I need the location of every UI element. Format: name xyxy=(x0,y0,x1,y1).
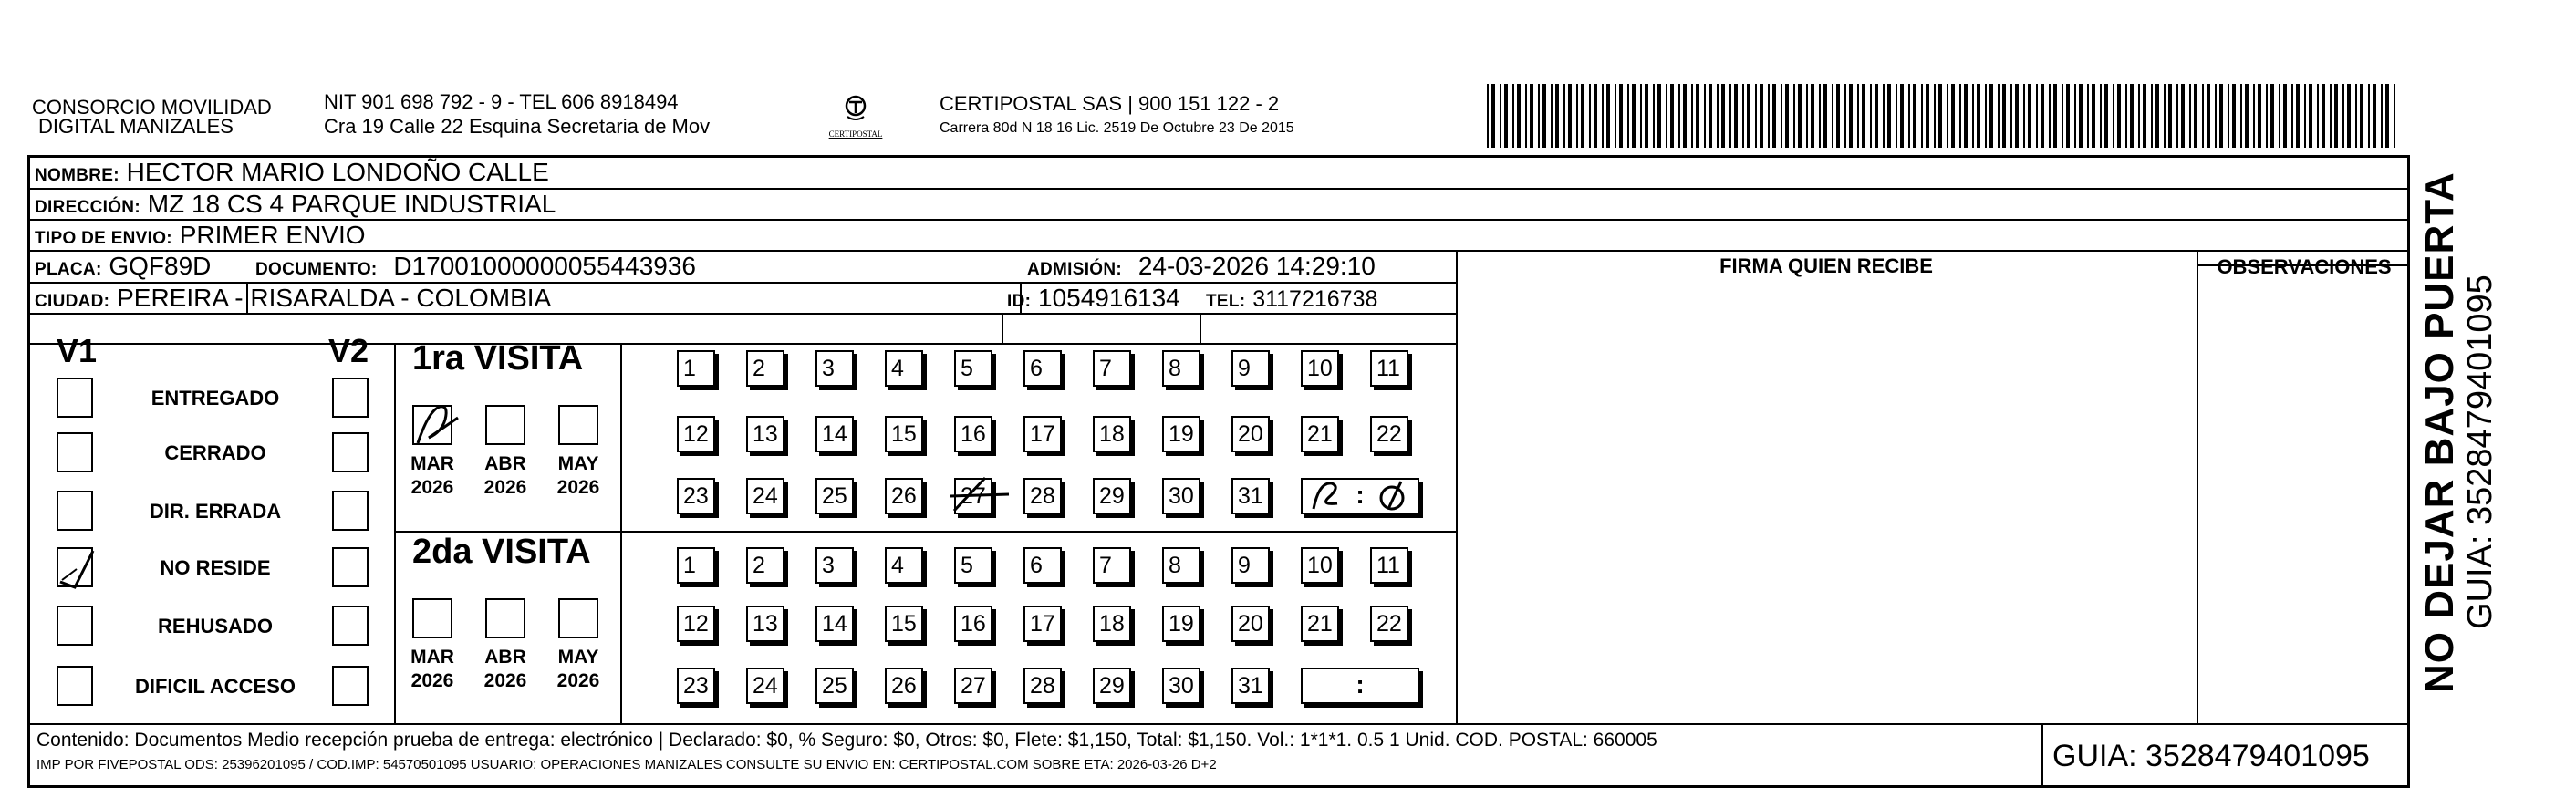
v1-checkbox-dificil-acceso[interactable] xyxy=(57,666,93,706)
visit-2-day-8-box[interactable]: 8 xyxy=(1162,547,1200,584)
v2-checkbox-cerrado[interactable] xyxy=(332,432,369,472)
observaciones-header: OBSERVACIONES xyxy=(2217,255,2392,278)
visit-1-day-5-box[interactable]: 5 xyxy=(954,350,992,387)
visit-2-day-9-box[interactable]: 9 xyxy=(1231,547,1270,584)
visit-1-day-19-box[interactable]: 19 xyxy=(1162,416,1200,452)
visit-2-month-abr-checkbox[interactable] xyxy=(485,598,525,638)
visit-2-month-may-year: 2026 xyxy=(556,670,600,691)
visit-2-month-mar-checkbox[interactable] xyxy=(412,598,452,638)
direccion-value: MZ 18 CS 4 PARQUE INDUSTRIAL xyxy=(147,190,556,218)
visit-1-title: 1ra VISITA xyxy=(412,339,584,378)
visit-2-day-23-box[interactable]: 23 xyxy=(677,668,715,704)
visit-2-month-mar-label: MAR xyxy=(410,647,454,668)
visit-2-time-box[interactable]: : xyxy=(1301,668,1419,704)
visit-1-day-22-box[interactable]: 22 xyxy=(1370,416,1408,452)
status-label-cerrado: CERRADO xyxy=(164,441,266,464)
visit-1-month-may-checkbox[interactable] xyxy=(558,405,598,445)
nombre-row xyxy=(35,157,549,192)
visit-2-day-1-box[interactable]: 1 xyxy=(677,547,715,584)
visit-2-day-7-box[interactable]: 7 xyxy=(1093,547,1131,584)
visit-2-day-30-box[interactable]: 30 xyxy=(1162,668,1200,704)
status-label-dir-errada: DIR. ERRADA xyxy=(149,500,282,523)
v1-header: V1 xyxy=(57,332,98,369)
visit-1-day-6-box[interactable]: 6 xyxy=(1023,350,1062,387)
visit-2-day-17-box[interactable]: 17 xyxy=(1023,606,1062,642)
visit-1-day-27-box[interactable]: 27 xyxy=(954,478,992,514)
sender-name-line2: DIGITAL MANIZALES xyxy=(38,115,234,138)
visit-1-month-abr-checkbox[interactable] xyxy=(485,405,525,445)
admision-label: ADMISIÓN: xyxy=(1027,260,1123,279)
visit-1-day-14-box[interactable]: 14 xyxy=(815,416,854,452)
visit-1-day-7-box[interactable]: 7 xyxy=(1093,350,1131,387)
visit-2-day-22-box[interactable]: 22 xyxy=(1370,606,1408,642)
carrier-line: CERTIPOSTAL SAS | 900 151 122 - 2 xyxy=(940,92,1280,115)
visit-1-day-25-box[interactable]: 25 xyxy=(815,478,854,514)
visit-2-day-27-box[interactable]: 27 xyxy=(954,668,992,704)
visit-2-day-19-box[interactable]: 19 xyxy=(1162,606,1200,642)
visit-1-day-11-box[interactable]: 11 xyxy=(1370,350,1408,387)
visit-1-day-17-box[interactable]: 17 xyxy=(1023,416,1062,452)
visit-2-day-28-box[interactable]: 28 xyxy=(1023,668,1062,704)
visit-2-day-15-box[interactable]: 15 xyxy=(885,606,923,642)
visit-1-day-12-box[interactable]: 12 xyxy=(677,416,715,452)
visit-1-day-24-box[interactable]: 24 xyxy=(746,478,784,514)
imp-line: IMP POR FIVEPOSTAL ODS: 25396201095 / COD.IMP: 54570501095 USUARIO: OPERACIONES MANIZALES CONSULTE SU ENVIO EN: CERTIPOSTAL.COM SOBRE ETA: 2026-03-26 D+2 xyxy=(36,757,1217,772)
visit-1-day-2-box[interactable]: 2 xyxy=(746,350,784,387)
tel-value: 3117216738 xyxy=(1252,286,1378,312)
visit-2-day-5-box[interactable]: 5 xyxy=(954,547,992,584)
nombre-value: HECTOR MARIO LONDOÑO CALLE xyxy=(126,158,549,186)
visit-2-day-6-box[interactable]: 6 xyxy=(1023,547,1062,584)
v1-checkbox-dir-errada[interactable] xyxy=(57,491,93,531)
visit-1-day-3-box[interactable]: 3 xyxy=(815,350,854,387)
visit-2-day-21-box[interactable]: 21 xyxy=(1301,606,1339,642)
status-label-entregado: ENTREGADO xyxy=(151,387,280,409)
visit-2-day-12-box[interactable]: 12 xyxy=(677,606,715,642)
visit-1-month-mar-checkbox[interactable] xyxy=(412,405,452,445)
documento-label: DOCUMENTO: xyxy=(255,260,378,279)
visit-1-month-mar-year: 2026 xyxy=(410,477,454,498)
visit-1-day-13-box[interactable]: 13 xyxy=(746,416,784,452)
nombre-label: NOMBRE: xyxy=(35,166,119,185)
v2-checkbox-dir-errada[interactable] xyxy=(332,491,369,531)
v2-checkbox-rehusado[interactable] xyxy=(332,606,369,646)
visit-1-day-30-box[interactable]: 30 xyxy=(1162,478,1200,514)
visit-2-day-3-box[interactable]: 3 xyxy=(815,547,854,584)
contenido-line: Contenido: Documentos Medio recepción prueba de entrega: electrónico | Declarado: $0, % Seguro: $0, Otros: $0, Flete: $1,150, Total: $1,150. Vol.: 1*1*1. 0.5 1 Unid. COD. POSTAL: 660005 xyxy=(36,730,1657,751)
visit-2-day-13-box[interactable]: 13 xyxy=(746,606,784,642)
visit-2-month-abr-label: ABR xyxy=(484,647,526,668)
visit-1-day-15-box[interactable]: 15 xyxy=(885,416,923,452)
visit-1-day-20-box[interactable]: 20 xyxy=(1231,416,1270,452)
visit-2-month-abr-year: 2026 xyxy=(483,670,527,691)
visit-1-month-mar-label: MAR xyxy=(410,453,454,474)
visit-1-day-18-box[interactable]: 18 xyxy=(1093,416,1131,452)
status-label-dificil-acceso: DIFICIL ACCESO xyxy=(134,675,296,698)
v2-checkbox-dificil-acceso[interactable] xyxy=(332,666,369,706)
v1-checkbox-no-reside[interactable] xyxy=(57,547,93,587)
tel-label: TEL: xyxy=(1206,292,1246,311)
visit-2-day-14-box[interactable]: 14 xyxy=(815,606,854,642)
visit-2-day-26-box[interactable]: 26 xyxy=(885,668,923,704)
barcode-icon xyxy=(1487,84,2399,148)
carrier-license: Carrera 80d N 18 16 Lic. 2519 De Octubre 23 De 2015 xyxy=(940,120,1294,136)
placa-row xyxy=(35,251,211,285)
visit-2-month-mar-year: 2026 xyxy=(410,670,454,691)
v2-checkbox-entregado[interactable] xyxy=(332,378,369,418)
sender-nit: NIT 901 698 792 - 9 - TEL 606 8918494 xyxy=(324,90,679,113)
v1-checkbox-rehusado[interactable] xyxy=(57,606,93,646)
side-guia: GUIA: 3528479401095 xyxy=(2461,275,2499,629)
visit-1-day-4-box[interactable]: 4 xyxy=(885,350,923,387)
visit-1-month-may-year: 2026 xyxy=(556,477,600,498)
visit-2-day-29-box[interactable]: 29 xyxy=(1093,668,1131,704)
direccion-label: DIRECCIÓN: xyxy=(35,198,140,217)
visit-1-day-26-box[interactable]: 26 xyxy=(885,478,923,514)
admision-value: 24-03-2026 14:29:10 xyxy=(1137,252,1376,280)
visit-2-day-25-box[interactable]: 25 xyxy=(815,668,854,704)
visit-2-title: 2da VISITA xyxy=(412,533,591,571)
visit-2-day-16-box[interactable]: 16 xyxy=(954,606,992,642)
firma-header: FIRMA QUIEN RECIBE xyxy=(1719,254,1933,277)
visit-1-day-21-box[interactable]: 21 xyxy=(1301,416,1339,452)
id-row xyxy=(1007,283,1180,317)
visit-2-day-18-box[interactable]: 18 xyxy=(1093,606,1131,642)
tipo-envio-label: TIPO DE ENVIO: xyxy=(35,229,172,248)
visit-1-day-8-box[interactable]: 8 xyxy=(1162,350,1200,387)
documento-row xyxy=(255,251,696,285)
id-label: ID: xyxy=(1007,292,1032,311)
ciudad-label: CIUDAD: xyxy=(35,292,110,311)
visit-2-day-20-box[interactable]: 20 xyxy=(1231,606,1270,642)
visit-2-day-10-box[interactable]: 10 xyxy=(1301,547,1339,584)
status-label-rehusado: REHUSADO xyxy=(158,615,273,637)
visit-1-day-29-box[interactable]: 29 xyxy=(1093,478,1131,514)
visit-1-month-abr-year: 2026 xyxy=(483,477,527,498)
visit-2-day-31-box[interactable]: 31 xyxy=(1231,668,1270,704)
visit-2-day-2-box[interactable]: 2 xyxy=(746,547,784,584)
placa-value: GQF89D xyxy=(109,252,212,280)
visit-1-day-1-box[interactable]: 1 xyxy=(677,350,715,387)
ciudad-value: PEREIRA - RISARALDA - COLOMBIA xyxy=(117,284,552,312)
visit-2-day-11-box[interactable]: 11 xyxy=(1370,547,1408,584)
visit-2-month-may-label: MAY xyxy=(557,647,599,668)
tipo-envio-value: PRIMER ENVIO xyxy=(179,221,366,249)
certipostal-logo-text: CERTIPOSTAL xyxy=(828,129,883,139)
visit-1-time-box[interactable]: : xyxy=(1301,478,1419,514)
tel-row xyxy=(1206,283,1377,317)
visit-2-month-may-checkbox[interactable] xyxy=(558,598,598,638)
placa-label: PLACA: xyxy=(35,260,102,279)
sender-name-line1: CONSORCIO MOVILIDAD xyxy=(32,96,272,119)
visit-1-day-16-box[interactable]: 16 xyxy=(954,416,992,452)
visit-1-day-31-box[interactable]: 31 xyxy=(1231,478,1270,514)
visit-2-day-4-box[interactable]: 4 xyxy=(885,547,923,584)
sender-address: Cra 19 Calle 22 Esquina Secretaria de Mov xyxy=(324,115,711,138)
id-value: 1054916134 xyxy=(1038,284,1180,312)
visit-1-month-abr-label: ABR xyxy=(484,453,526,474)
direccion-row xyxy=(35,189,556,223)
tipo-envio-row xyxy=(35,220,366,254)
visit-1-day-23-box[interactable]: 23 xyxy=(677,478,715,514)
v1-checkbox-cerrado[interactable] xyxy=(57,432,93,472)
guia-box: GUIA: 3528479401095 xyxy=(2052,739,2370,773)
visit-1-day-10-box[interactable]: 10 xyxy=(1301,350,1339,387)
certipostal-logo xyxy=(815,89,897,146)
status-label-no-reside: NO RESIDE xyxy=(160,556,271,579)
documento-value: D17001000000055443936 xyxy=(393,252,696,280)
ciudad-row xyxy=(35,283,551,317)
visit-1-day-28-box[interactable]: 28 xyxy=(1023,478,1062,514)
visit-1-day-9-box[interactable]: 9 xyxy=(1231,350,1270,387)
admision-row xyxy=(1027,251,1376,285)
v2-header: V2 xyxy=(328,332,369,369)
v1-checkbox-entregado[interactable] xyxy=(57,378,93,418)
visit-2-day-24-box[interactable]: 24 xyxy=(746,668,784,704)
side-warning: NO DEJAR BAJO PUERTA xyxy=(2417,171,2462,693)
v2-checkbox-no-reside[interactable] xyxy=(332,547,369,587)
visit-1-month-may-label: MAY xyxy=(557,453,599,474)
